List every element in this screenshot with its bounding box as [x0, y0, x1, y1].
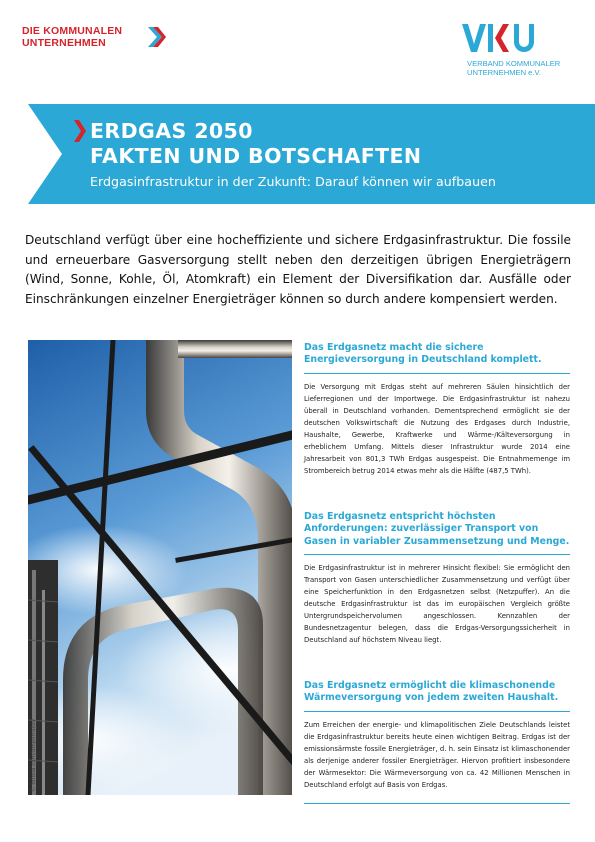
intro-paragraph: Deutschland verfügt über eine hocheffiziente und sichere Erdgasinfrastruktur. Die fossile und erneuerbare Gasversorgung stellt neben den derzeitigen übrigen Energieträgern (Wind, Sonne, Kohle, Öl, Atomkraft) ein Element der Diversifikation dar. Ausfälle oder Einschränkungen einzelner Energieträger können so durch andere kompensiert werden. — [25, 233, 571, 306]
page-subtitle: Erdgasinfrastruktur in der Zukunft: Darauf können wir aufbauen — [90, 174, 496, 189]
page-title-line2: FAKTEN UND BOTSCHAFTEN — [90, 144, 422, 168]
section-3 — [304, 680, 570, 791]
title-chevron-icon — [74, 120, 86, 142]
section-2 — [304, 511, 570, 647]
section-1-body: Die Versorgung mit Erdgas steht auf mehreren Säulen hinsichtlich der Lieferregionen und der Importwege. Die Erdgasinfrastruktur ist nahezu überall in Deutschland vorhanden. Dementsprechend ermöglicht sie der deutschen Volkswirtschaft die Nutzung des Erdgases durch Industrie, Haushalte, Gewerbe, Kraftwerke und Wärme-/Kälteversorgung in erheblichem Umfang. Mittels dieser Infrastruktur wurde 2014 eine Jahresarbeit von 801,3 TWh Erdgas ausgespeist. Die Entnahmemenge im Strombereich betrug 2014 etwas mehr als die Hälfte (487,5 TWh). — [304, 382, 570, 476]
logo-left-line2: UNTERNEHMEN — [22, 37, 106, 49]
section-2-heading: Das Erdgasnetz entspricht höchsten Anforderungen: zuverlässiger Transport von Gasen in variabler Zusammensetzung und Menge. — [304, 511, 570, 547]
vku-subtitle-line1: VERBAND KOMMUNALER — [467, 59, 561, 68]
section-3-divider — [304, 711, 570, 712]
photo-credit: © fotolia.com/dmpetrakov — [31, 719, 37, 792]
section-1-heading: Das Erdgasnetz macht die sichere Energieversorgung in Deutschland komplett. — [304, 342, 542, 366]
vku-logo-mark — [462, 24, 540, 52]
logo-vku — [462, 24, 572, 82]
section-3-body: Zum Erreichen der energie- und klimapolitischen Ziele Deutschlands leistet die Erdgasinfrastruktur bereits heute einen wichtigen Beitrag. Erdgas ist der emissionsärmste fossile Energieträger, d. h. sein Einsatz ist klimaschonender als derjenige anderer fossiler Energieträger. Hiervon profitiert insbesondere der Wärmesektor: Die Wärmeversorgung von ca. 42 Millionen Menschen in Deutschland erfolgt auf Basis von Erdgas. — [304, 720, 570, 790]
section-2-body: Die Erdgasinfrastruktur ist in mehrerer Hinsicht flexibel: Sie ermöglicht den Transport von Gasen unterschiedlicher Zusammensetzung und verfügt über eine Speicherfunktion in den Erdgasnetzen selbst (Netzpuffer). An die deutsche Erdgasinfrastruktur ist das im europäischen Vergleich größte Untergrundspeichervolumen angeschlossen. Kennzahlen der Bundesnetzagentur belegen, dass die Erdgas-Versorgungssicherheit in Deutschland auf höchstem Niveau liegt. — [304, 563, 570, 645]
section-1-divider — [304, 373, 570, 374]
pipeline-photo — [28, 340, 292, 795]
section-3-heading: Das Erdgasnetz ermöglicht die klimaschonende Wärmeversorgung von jedem zweiten Haushalt. — [304, 680, 559, 704]
logo-arrow-icon — [146, 27, 166, 47]
bottom-divider — [304, 803, 570, 804]
section-1 — [304, 342, 570, 477]
section-2-divider — [304, 554, 570, 555]
page-title-line1: ERDGAS 2050 — [90, 119, 253, 143]
logo-left-line1: DIE KOMMUNALEN — [22, 25, 123, 37]
pipeline-illustration — [28, 340, 292, 795]
vku-subtitle-line2: UNTERNEHMEN e.V. — [467, 68, 541, 77]
logo-die-kommunalen-unternehmen — [22, 26, 162, 50]
